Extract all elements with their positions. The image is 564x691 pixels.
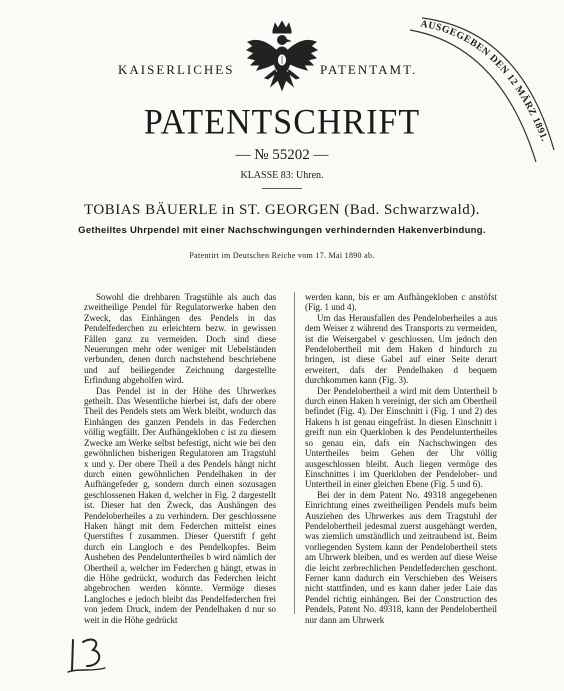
patent-class: KLASSE 83: Uhren. [240, 170, 324, 181]
body-paragraph: werden kann, bis er am Aufhängekloben c anstöfst (Fig. 1 und 4). [305, 292, 497, 313]
header-patentamt: PATENTAMT. [320, 62, 418, 77]
stamp-line-2: 12 MÄRZ 1891. [504, 72, 550, 144]
body-paragraph: Bei der in dem Patent No. 49318 angegebenen Einrichtung eines zweitheiligen Pendels mufs beim Ausziehen des Uhrwerkes aus dem Tragstuhl der Pendelobertheil jedesmal zuerst ausgehängt werden, was ziemlich umständlich und zeitraubend ist. Beim vorliegenden System kann der Pendelobertheil stets am Uhrwerk bleiben, und es werden auf diese Weise die leicht zerbrechlichen Pendelfederchen geschont. Ferner kann dadurch ein Verschieben des Weisers nicht stattfinden, und es kann daher jeder Laie das Pendel richtig einhängen. Bei der Construction des Pendels, Patent No. 49318, kann der Pendelobertheil nur dann am Uhrwerk [305, 489, 497, 625]
document-title: PATENTSCHRIFT [143, 103, 421, 142]
handwritten-page-mark [65, 632, 111, 676]
header-rule [262, 188, 302, 189]
inventor-line: TOBIAS BÄUERLE in ST. GEORGEN (Bad. Schwarzwald). [84, 202, 480, 218]
body-column-left [84, 292, 276, 625]
body-paragraph: Das Pendel ist in der Höhe des Uhrwerkes getheilt. Das Wesentliche hierbei ist, dafs der obere Theil des Pendels stets am Werk bleibt, wodurch das Einhängen des ganzen Pendels in das Federchen völlig wegfällt. Der Aufhängekloben c ist zu diesem Zwecke am Werke selbst befestigt, nicht wie bei den gewöhnlichen bisherigen Regulatoren am Tragstuhl x und y. Der obere Theil a des Pendels hängt nicht durch einen gewöhnlichen Pendelhaken in der Aufhängefeder g, sondern durch einen sozusagen geschlossenen Haken d, welcher in Fig. 2 dargestellt ist. Dieser hat den Zweck, das Aushängen des Pendeloberheiles a zu verhindern. Der geschlossene Haken hängt mit dem Federchen mittelst eines Querstiftes f zusammen. Dieser Querstift f geht durch ein Langloch e des Pendelkopfes. Beim Ausheben des Pendeluntertheiles b wird nämlich der Obertheil a, welcher im Federchen g hängt, etwas in die Höhe gedrückt, wodurch das Federchen leicht abgebrochen werden könnte. Vermöge dieses Langloches e jedoch bleibt das Pendelfederchen frei von jedem Druck, indem der Pendelhaken d nur so weit in die Höhe gedrückt [84, 385, 276, 625]
stamp-line-1: AUSGEGEBEN DEN [419, 18, 511, 77]
header-kaiserliches: KAISERLICHES [118, 62, 235, 77]
imperial-eagle-icon [245, 20, 319, 98]
issue-stamp [408, 16, 556, 166]
invention-title: Getheiltes Uhrpendel mit einer Nachschwingungen verhindernden Hakenverbindung. [78, 225, 486, 236]
patent-date: Patentirt im Deutschen Reiche vom 17. Mai 1890 ab. [189, 251, 375, 260]
body-column-right [305, 292, 497, 625]
body-paragraph: Um das Herausfallen des Pendeloberheiles a aus dem Weiser z während des Transports zu vermeiden, ist die Weisergabel v geschlossen. Um jedoch den Pendelobertheil mit dem Haken d hindurch zu bringen, ist diese Gabel auf einer Seite derart erweitert, dafs der Pendelhaken d bequem durchkommen kann (Fig. 3). [305, 312, 497, 386]
svg-text:AUSGEGEBEN DEN 12 MÄR [420, 19, 550, 144]
body-paragraph: Der Pendelobertheil a wird mit dem Untertheil b durch einen Haken h vereinigt, der sich am Obertheil befindet (Fig. 4). Der Einschnitt i (Fig. 1 und 2) des Hakens h ist genau eingefräst. In diesen Einschnitt i greift nun ein Querkloben k des Pendeluntertheiles so genau ein, dafs ein Nachschwingen des Untertheiles beim Gehen der Uhr völlig ausgeschlossen bleibt. Auch liegen vermöge des Einschnittes i im Querkloben der Pendelober- und Untertheil in einer gleichen Ebene (Fig. 5 und 6). [305, 385, 497, 490]
patent-number: — № 55202 — [235, 147, 329, 163]
body-paragraph: Sowohl die drehbaren Tragstühle als auch das zweitheilige Pendel für Regulatorwerke haben den Zweck, das Einhängen des Pendels in das Pendelfederchen zu erleichtern bezw. in gewissen Fällen ganz zu vermeiden. Doch sind diese Neuerungen mehr oder weniger mit Uebelständen verbunden, denen durch nachstehend beschriebene und auf beiliegender Zeichnung dargestellte Erfindung abgeholfen wird. [84, 292, 276, 386]
column-divider [294, 292, 295, 614]
